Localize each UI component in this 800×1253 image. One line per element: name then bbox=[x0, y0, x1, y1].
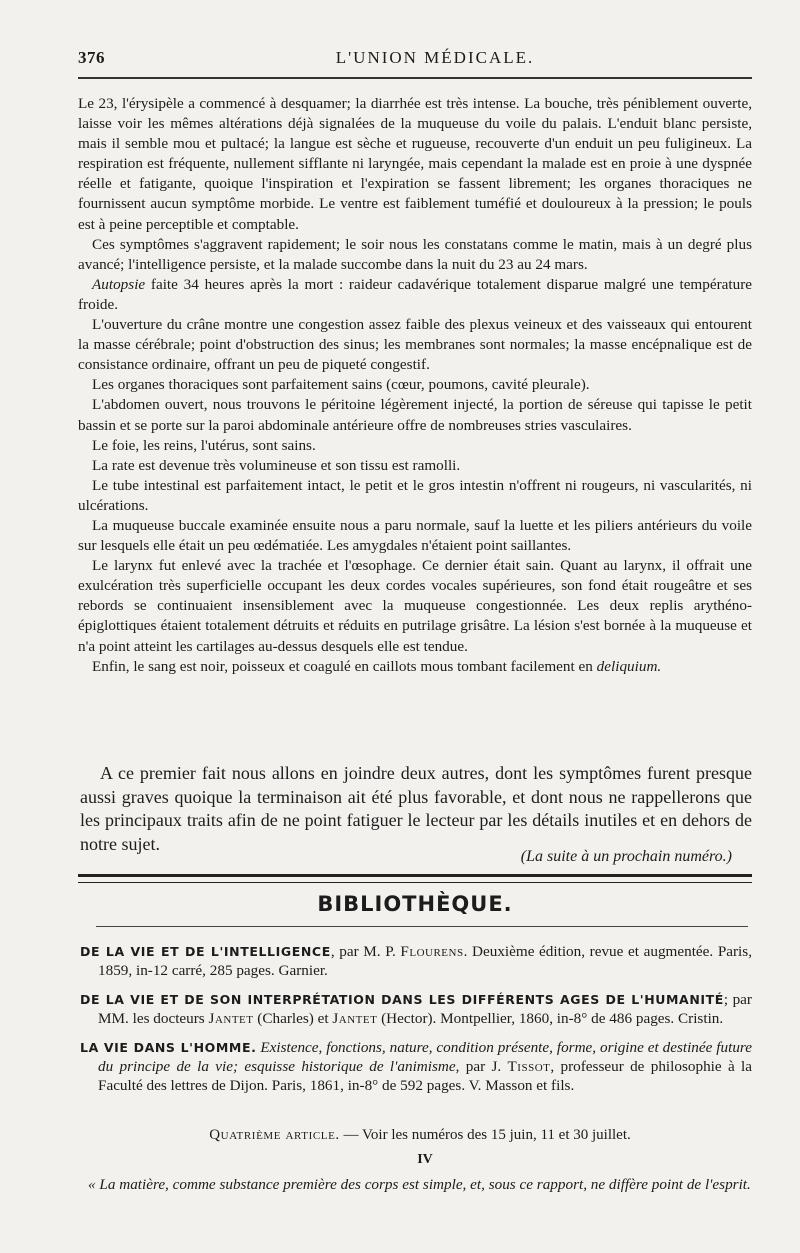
paragraph-autopsie bbox=[78, 275, 752, 315]
paragraph: La muqueuse buccale examinée ensuite nous a paru normale, sauf la luette et les piliers antérieurs du voile sur lesquels elle était un peu œdématiée. Les amygdales n'étaient point saillantes. bbox=[78, 516, 752, 555]
closing-paragraph bbox=[80, 762, 752, 856]
paragraph: Ces symptômes s'aggravent rapidement; le soir nous les constatans comme le matin, mais à un degré plus avancé; l'intelligence persiste, et la malade succombe dans la nuit du 23 au 24 mars. bbox=[78, 235, 752, 273]
entry-author: Jantet bbox=[208, 1010, 254, 1027]
entry-text: , par J. bbox=[455, 1058, 508, 1075]
enfin-italic: deliquium. bbox=[596, 657, 662, 675]
entry-text: , professeur de philosophie à la Faculté des lettres de Dijon. Paris, 1861, in-8° de 592 pages. V. Masson et fils. bbox=[98, 1058, 752, 1094]
paragraph: Les organes thoraciques sont parfaitement sains (cœur, poumons, cavité pleurale). bbox=[92, 376, 590, 394]
paragraph: La rate est devenue très volumineuse et son tissu est ramolli. bbox=[92, 456, 461, 474]
entry-author: Tissot bbox=[507, 1058, 551, 1075]
bibliography-list bbox=[80, 942, 752, 1105]
entry-text: . Deuxième édition, revue et augmentée. Paris, 1859, in-12 carré, 285 pages. Garnier. bbox=[98, 943, 752, 979]
bibliography-entry bbox=[80, 1038, 752, 1095]
paragraph: Le foie, les reins, l'utérus, sont sains. bbox=[92, 436, 316, 454]
quotation bbox=[80, 1175, 752, 1194]
closing-text: A ce premier fait nous allons en joindre deux autres, dont les symptômes furent presque aussi graves quoique la terminaison ait été plus favorable, et dont nous ne rappellerons que les principaux traits afin de ne point fatiguer le lecteur par les détails inutiles et en dehors de notre sujet. bbox=[80, 763, 752, 854]
entry-subtitle: Existence, fonctions, nature, condition présente, forme, origine et destinée future du principe de la vie; esquisse historique de l'animisme bbox=[98, 1039, 753, 1075]
paragraph: L'abdomen ouvert, nous trouvons le péritoine légèrement injecté, la portion de séreuse qui tapisse le petit bassin et se porte sur la paroi abdominale antérieure offre de nombreuses stries vasculaires. bbox=[78, 396, 752, 434]
paragraph: Le larynx fut enlevé avec la trachée et l'œsophage. Ce dernier était sain. Quant au larynx, il offrait une exulcération très superficielle occupant les deux cordes vocales supérieures, son fond était rougeâtre et ses rebords se continuaient insensiblement avec la muqueuse congestionnée. Les deux replis arythéno-épiglottiques étaient totalement détruits et réduits en putrilage grisâtre. La lésion s'est bornée à la muqueuse et n'a point atteint les cartilages au-dessus desquels elle est tendue. bbox=[78, 557, 752, 655]
article-label: Quatrième article. bbox=[209, 1127, 340, 1143]
paragraph-enfin bbox=[78, 657, 752, 677]
enfin-text: Enfin, le sang est noir, poisseux et coagulé en caillots mous tombant facilement en bbox=[92, 657, 597, 675]
page-header bbox=[78, 48, 752, 70]
bibliography-entry bbox=[80, 942, 752, 980]
entry-title: DE LA VIE ET DE L'INTELLIGENCE bbox=[80, 944, 331, 959]
paragraph: L'ouverture du crâne montre une congestion assez faible des plexus veineux et des vaisseaux qui entourent la masse cérébrale; point d'obstruction des sinus; les membranes sont normales; la masse encépnalique est de consistance ordinaire, offrant un peu de piqueté congestif. bbox=[78, 316, 752, 374]
entry-text: ; par MM. les docteurs bbox=[98, 991, 752, 1027]
continued-note: (La suite à un prochain numéro.) bbox=[520, 848, 732, 865]
entry-title: DE LA VIE ET DE SON INTERPRÉTATION DANS LES DIFFÉRENTS AGES DE L'HUMANITÉ bbox=[80, 992, 724, 1007]
autopsie-text: faite 34 heures après la mort : raideur cadavérique totalement disparue malgré une température froide. bbox=[78, 275, 752, 313]
bibliography-entry bbox=[80, 990, 752, 1028]
quotation-text: « La matière, comme substance première des corps est simple, et, sous ce rapport, ne diffère point de l'esprit. bbox=[88, 1176, 751, 1193]
entry-author: Flourens bbox=[400, 943, 464, 960]
entry-text: (Charles) et bbox=[253, 1010, 333, 1027]
article-body bbox=[78, 94, 752, 677]
paragraph: Le tube intestinal est parfaitement intact, le petit et le gros intestin n'offrent ni rougeurs, ni vascularités, ni ulcérations. bbox=[78, 476, 752, 514]
section-title: BIBLIOTHÈQUE. bbox=[317, 892, 513, 916]
paragraph: Le 23, l'érysipèle a commencé à desquamer; la diarrhée est très intense. La bouche, très péniblement ouverte, laisse voir les mêmes altérations déjà signalées de la muqueuse du voile du palais. L'enduit blanc persiste, mais il semble mou et pultacé; la langue est sèche et rugueuse, recouverte d'un enduit un peu fuligineux. La respiration est fréquente, nullement sifflante ni laryngée, mais cependant la malade est en proie à une dyspnée réelle et fatigante, quoique l'inspiration et l'expiration se fassent librement; les organes thoraciques ne fournissent aucun symptôme morbide. Le ventre est faiblement tuméfié et douloureux à la pression; le pouls est à peine perceptible et comptable. bbox=[78, 95, 752, 233]
entry-title: LA VIE DANS L'HOMME. bbox=[80, 1040, 257, 1055]
section-rule bbox=[78, 874, 752, 883]
page-number: 376 bbox=[78, 48, 105, 67]
entry-text: , par M. P. bbox=[330, 943, 401, 960]
autopsie-label: Autopsie bbox=[92, 275, 146, 293]
header-rule bbox=[78, 77, 752, 79]
article-text: — Voir les numéros des 15 juin, 11 et 30 juillet. bbox=[339, 1127, 631, 1143]
title-rule bbox=[96, 926, 748, 927]
running-title: L'UNION MÉDICALE. bbox=[335, 48, 535, 67]
article-reference bbox=[0, 1127, 800, 1144]
entry-text: (Hector). Montpellier, 1860, in-8° de 486 pages. Cristin. bbox=[377, 1010, 724, 1027]
section-numeral: IV bbox=[417, 1152, 433, 1167]
entry-author: Jantet bbox=[332, 1010, 378, 1027]
